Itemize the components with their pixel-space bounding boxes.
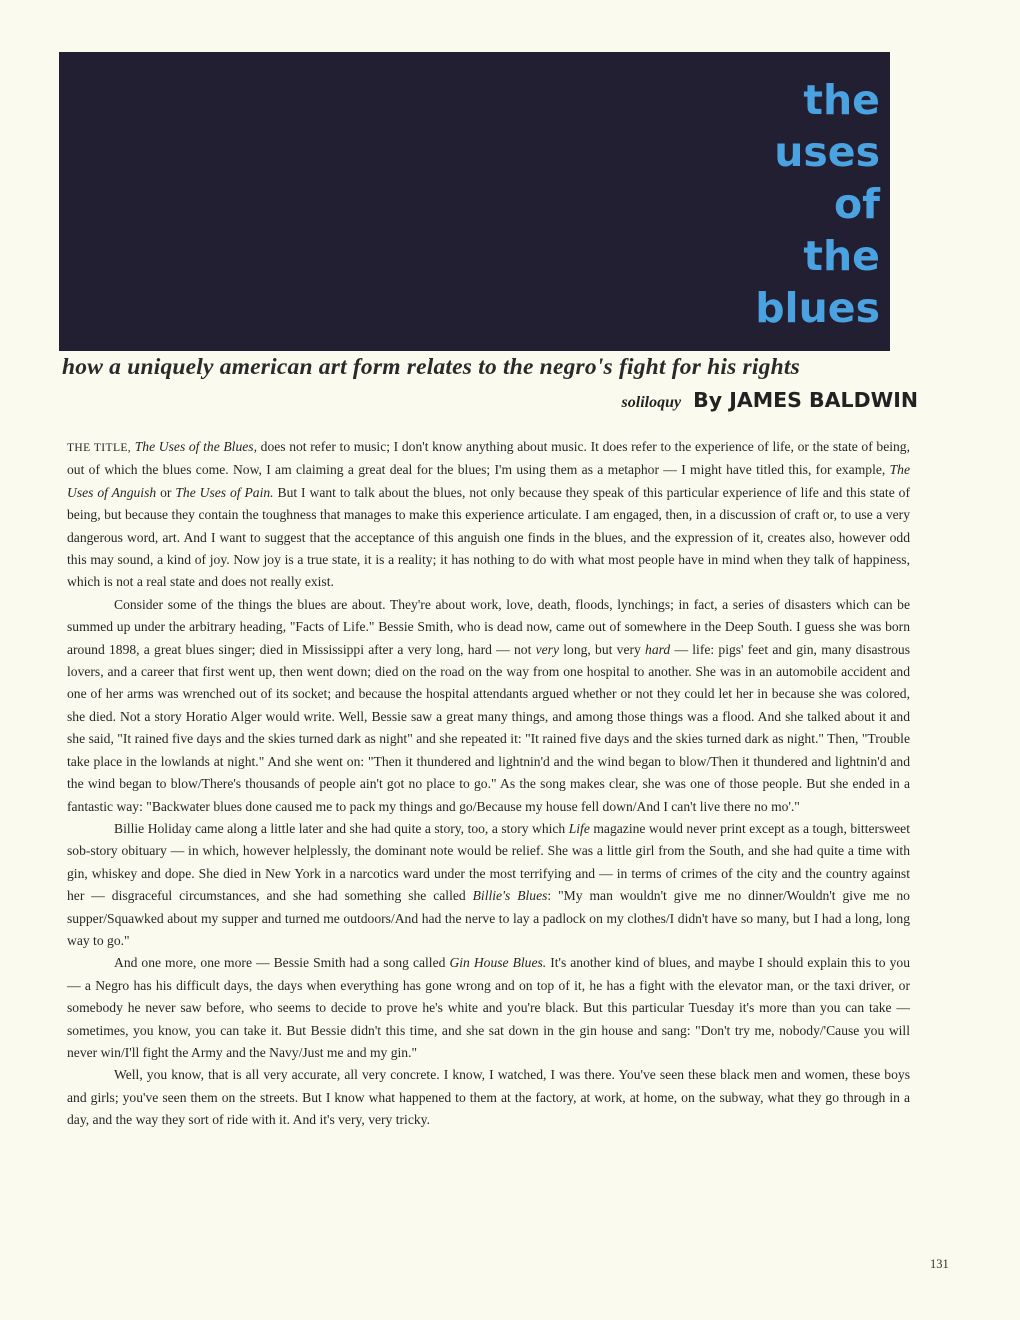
- text-run: or: [156, 484, 176, 500]
- article-paragraph: [67, 594, 910, 818]
- article-subtitle: how a uniquely american art form relates to the negro's fight for his rights: [62, 354, 800, 380]
- lead-in: THE TITLE,: [67, 442, 132, 454]
- title-line: the: [803, 76, 880, 124]
- text-run: : "My man wouldn't give me no dinner/Wouldn't give me no supper/Squawked about my supper and turned me outdoors/And had the nerve to lay a padlock on my clothes/I didn't have so many, but I had a long, long way to go.": [67, 888, 910, 948]
- italic-text: Life: [568, 820, 590, 836]
- article-paragraph: [67, 436, 910, 594]
- title-line: blues: [755, 284, 880, 332]
- title-line: uses: [774, 128, 880, 176]
- title-line: the: [803, 232, 880, 280]
- text-run: And one more, one more — Bessie Smith had a song called: [114, 955, 450, 971]
- article-paragraph: [67, 818, 910, 952]
- text-run: But I want to talk about the blues, not only because they speak of this particular experience of life and this state of being, but because they contain the toughness that manages to make this experience articulate. I am engaged, then, in a discussion of craft or, to use a very dangerous word, art. And I want to suggest that the acceptance of this anguish one finds in the blues, and the expression of it, creates also, however odd this may sound, a kind of joy. Now joy is a true state, it is a reality; it has nothing to do with what most people have in mind when they talk of happiness, which is not a real state and does not really exist.: [67, 484, 910, 590]
- text-run: does not refer to music; I don't know anything about music. It does refer to the experience of life, or the state of being, out of which the blues come. Now, I am claiming a great deal for the blues; I'm using them as a metaphor — I might have titled this, for example,: [67, 439, 910, 478]
- page-number: 131: [930, 1257, 949, 1271]
- text-run: magazine would never print except as a tough, bittersweet sob-story obituary — in which, however helplessly, the dominant note would be relief. She was a little girl from the South, and she had quite a time with gin, whiskey and dope. She died in New York in a narcotics ward under the most terrifying and — in terms of crimes of the city and the country against her — disgraceful circumstances, and she had something she called: [67, 820, 910, 904]
- italic-text: very: [535, 641, 560, 657]
- text-run: — life: pigs' feet and gin, many disastrous lovers, and a career that first went up, then went down; died on the road on the way from one hospital to another. She was in an automobile accident and one of her arms was wrenched out of its socket; and because the hospital attendants argued whether or not they could let her in because she was colored, she died. Not a story Horatio Alger would write. Well, Bessie saw a great many things, and among those things was a flood. And she talked about it and she said, "It rained five days and the skies turned dark as night" and she repeated it: "It rained five days and the skies turned dark as night." Then, "Trouble take place in the lowlands at night." And she went on: "Then it thundered and lightnin'd and the wind began to blow/Then it thundered and lightnin'd and the wind began to blow/There's thousands of people ain't got no place to go." As the song makes clear, she was one of those people. But she ended in a fantastic way: "Backwater blues done caused me to pack my things and go/Because my house fell down/And I can't live there no mo'.": [67, 641, 910, 814]
- text-run: Billie Holiday came along a little later and she had quite a story, too, a story which: [114, 820, 569, 836]
- italic-text: hard: [645, 641, 671, 657]
- byline: [622, 388, 918, 412]
- article-paragraph: [67, 1064, 910, 1131]
- italic-text: The Uses of Anguish: [67, 462, 910, 500]
- article-body: [67, 436, 910, 1132]
- text-run: Well, you know, that is all very accurate, all very concrete. I know, I watched, I was there. You've seen these black men and women, these boys and girls; you've seen them on the streets. But I know what happened to them at the factory, at work, at home, on the subway, what they go through in a day, and the way they sort of ride with it. And it's very, very tricky.: [67, 1067, 910, 1128]
- text-run: It's another kind of blues, and maybe I should explain this to you — a Negro has his difficult days, the days when everything has gone wrong and on top of it, he has a fight with the elevator man, or the taxi driver, or somebody he never saw before, who seems to decide to prove he's white and you're black. But this particular Tuesday it's more than you can take — sometimes, you know, you can take it. But Bessie didn't this time, and she sat down in the gin house and sang: "Don't try me, nobody/'Cause you will never win/I'll fight the Army and the Navy/Just me and my gin.": [67, 955, 910, 1060]
- byline-kind: soliloquy: [621, 394, 682, 411]
- byline-author: By JAMES BALDWIN: [693, 388, 918, 412]
- title-line: of: [833, 180, 880, 228]
- title-banner: [59, 52, 890, 351]
- italic-text: Gin House Blues.: [449, 955, 547, 971]
- article-paragraph: [67, 952, 910, 1064]
- text-run: Consider some of the things the blues are about. They're about work, love, death, floods, lynchings; in fact, a series of disasters which can be summed up under the arbitrary heading, "Facts of Life." Bessie Smith, who is dead now, came out of somewhere in the Deep South. I guess she was born around 1898, a great blues singer; died in Mississippi after a very long, hard — not: [67, 596, 910, 657]
- text-run: long, but very: [559, 641, 646, 657]
- italic-text: The Uses of Pain.: [175, 484, 274, 500]
- italic-text: The Uses of the Blues,: [134, 439, 257, 454]
- article-title: [755, 74, 880, 334]
- italic-text: Billie's Blues: [472, 888, 548, 904]
